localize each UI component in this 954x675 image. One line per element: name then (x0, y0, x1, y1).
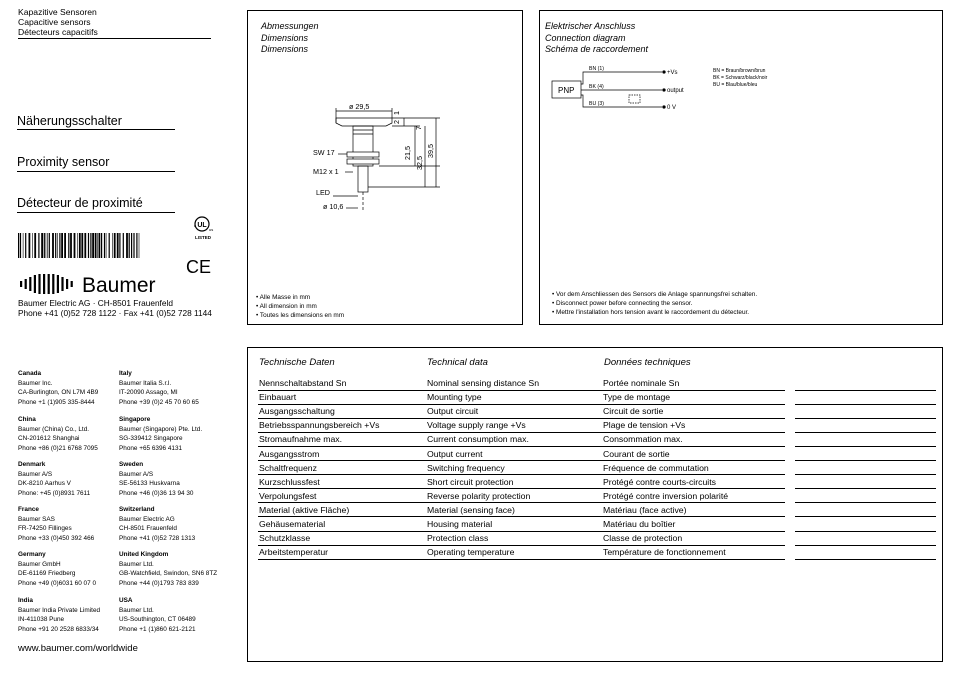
logo-wordmark: Baumer (82, 274, 156, 295)
value-field-line (795, 404, 936, 405)
value-field-line (795, 418, 936, 419)
dim-diameter-top: ø 29,5 (349, 102, 370, 111)
category-fr: Détecteurs capacitifs (18, 27, 98, 37)
product-divider (17, 171, 175, 172)
table-cell: Operating temperature (427, 547, 515, 558)
value-field-line (795, 531, 936, 532)
ul-listed-mark (191, 212, 221, 242)
dimension-drawing (300, 100, 450, 218)
dim-7: 7 (414, 126, 423, 130)
table-cell: Température de fonctionnement (603, 547, 726, 558)
baumer-logo (18, 273, 208, 295)
table-cell: Einbauart (259, 392, 297, 403)
connection-notes: • Vor dem Anschliessen des Sensors die Anlage spannungsfrei schalten. • Disconnect power before connecting the sensor. • Mettre l'installation hors tension avant le raccordement du détecteur. (552, 291, 758, 316)
table-cell: Short circuit protection (427, 476, 514, 487)
table-cell: Ausgangsstrom (259, 448, 320, 459)
office-entry: United Kingdom Baumer Ltd. GB-Watchfield, Swindon, SN6 8TZ Phone +44 (0)1793 783 839 (119, 551, 218, 587)
dimensions-notes: • Alle Masse in mm • All dimension in mm • Toutes les dimensions en mm (256, 294, 345, 319)
table-cell: Gehäusematerial (259, 519, 326, 529)
website-link[interactable]: www.baumer.com/worldwide (18, 643, 138, 654)
value-field-line (795, 390, 936, 391)
table-cell: Voltage supply range +Vs (427, 420, 526, 431)
table-row-divider (258, 474, 785, 475)
category-de: Kapazitive Sensoren (18, 7, 97, 17)
svg-text:UL: UL (197, 222, 207, 229)
value-field-line (795, 559, 936, 560)
table-row-divider (258, 531, 785, 532)
table-row-divider (258, 559, 785, 560)
pnp-label: PNP (558, 86, 575, 95)
product-name-en: Proximity sensor (17, 155, 110, 169)
svg-text:us: us (209, 227, 214, 232)
connection-title: Elektrischer Anschluss Connection diagram Schéma de raccordement (545, 21, 649, 54)
table-cell: Type de montage (603, 392, 671, 403)
value-field-line (795, 460, 936, 461)
table-cell: Mounting type (427, 392, 482, 403)
table-cell: Verpolungsfest (259, 490, 317, 501)
table-row-divider (258, 502, 785, 503)
ce-mark-text: CE (186, 257, 212, 276)
table-cell: Reverse polarity protection (427, 490, 531, 501)
connection-panel (539, 10, 943, 325)
table-cell: Protégé contre inversion polarité (603, 490, 729, 501)
table-cell: Courant de sortie (603, 448, 670, 459)
table-cell: Plage de tension +Vs (603, 420, 686, 431)
table-cell: Output current (427, 448, 483, 459)
office-entry: Germany Baumer GmbH DE-61169 Friedberg Phone +49 (0)6031 60 07 0 (18, 551, 96, 587)
table-cell: Consommation max. (603, 434, 683, 445)
dim-wrench-size: SW 17 (313, 148, 335, 157)
table-cell: Switching frequency (427, 462, 505, 473)
table-row-divider (258, 545, 785, 546)
table-cell: Portée nominale Sn (603, 378, 680, 388)
table-cell: Fréquence de commutation (603, 462, 709, 473)
product-divider (17, 129, 175, 130)
office-entry: USA Baumer Ltd. US-Southington, CT 06489 Phone +1 (1)860 621-2121 (119, 597, 196, 633)
table-cell: Nennschaltabstand Sn (259, 378, 347, 388)
value-field-line (795, 516, 936, 517)
table-cell: Kurzschlussfest (259, 476, 320, 487)
product-divider (17, 212, 175, 213)
table-cell: Matériau du boîtier (603, 519, 676, 529)
table-cell: Classe de protection (603, 533, 683, 544)
value-field-line (795, 545, 936, 546)
office-entry: France Baumer SAS FR-74250 Fillinges Phone +33 (0)450 392 466 (18, 506, 95, 542)
office-entry: Denmark Baumer A/S DK-8210 Aarhus V Phone: +45 (0)8931 7611 (18, 461, 91, 497)
technical-data-panel (247, 347, 943, 662)
office-entry: Canada Baumer Inc. CA-Burlington, ON L7M 4B9 Phone +1 (1)905 335-8444 (18, 370, 99, 406)
dimensions-title: Abmessungen Dimensions Dimensions (261, 21, 319, 54)
office-entry: China Baumer (China) Co., Ltd. CN-201612 Shanghai Phone +86 (0)21 6768 7095 (18, 416, 98, 452)
barcode-image (18, 233, 141, 258)
terminal-0v: 0 V (667, 105, 677, 111)
company-address: Baumer Electric AG · CH-8501 Frauenfeld (18, 298, 173, 308)
office-entry: Switzerland Baumer Electric AG CH-8501 Frauenfeld Phone +41 (0)52 728 1313 (119, 506, 196, 542)
office-entry: India Baumer India Private Limited IN-411038 Pune Phone +91 20 2528 6833/34 (18, 597, 101, 633)
connection-diagram (550, 62, 710, 112)
table-cell: Circuit de sortie (603, 406, 664, 417)
dim-21-5: 21,5 (403, 146, 412, 160)
dim-32-5: 32,5 (415, 156, 424, 170)
value-field-line (795, 474, 936, 475)
tech-header-fr: Données techniques (604, 357, 691, 368)
table-cell: Schaltfrequenz (259, 462, 317, 473)
category-en: Capacitive sensors (18, 17, 91, 27)
office-entry: Singapore Baumer (Singapore) Pte. Ltd. SG-339412 Singapore Phone +65 6396 4131 (119, 416, 203, 452)
wire-bu-label: BU (3) (589, 101, 604, 107)
table-cell: Output circuit (427, 406, 479, 417)
table-cell: Arbeitstemperatur (259, 547, 329, 558)
value-field-line (795, 446, 936, 447)
dim-2: 2 (392, 120, 401, 124)
wire-bk-label: BK (4) (589, 84, 604, 90)
terminal-output: output (667, 88, 684, 94)
tech-header-en: Technical data (427, 357, 488, 368)
table-row-divider (258, 516, 785, 517)
table-row-divider (258, 488, 785, 489)
table-cell: Housing material (427, 519, 493, 529)
table-cell: Stromaufnahme max. (259, 434, 343, 445)
table-cell: Current consumption max. (427, 434, 529, 445)
table-cell: Protection class (427, 533, 489, 544)
table-row-divider (258, 460, 785, 461)
table-cell: Nominal sensing distance Sn (427, 378, 540, 388)
header-divider (18, 38, 211, 39)
wire-color-legend: BN = Braun/brown/brun BK = Schwarz/black/noir BU = Blau/blue/bleu (713, 68, 768, 88)
table-cell: Schutzklasse (259, 533, 311, 544)
svg-text:c: c (194, 223, 196, 228)
terminal-vs: +Vs (667, 70, 678, 76)
value-field-line (795, 432, 936, 433)
company-contact (18, 298, 228, 318)
table-cell: Ausgangsschaltung (259, 406, 335, 417)
table-row-divider (258, 446, 785, 447)
dim-39-5: 39,5 (426, 144, 435, 158)
value-field-line (795, 502, 936, 503)
table-cell: Protégé contre courts-circuits (603, 476, 716, 487)
table-cell: Material (aktive Fläche) (259, 504, 350, 515)
table-row-divider (258, 432, 785, 433)
office-entry: Sweden Baumer A/S SE-56133 Huskvarna Phone +46 (0)36 13 94 30 (119, 461, 194, 497)
company-phone-fax: Phone +41 (0)52 728 1122 · Fax +41 (0)52 728 1144 (18, 308, 212, 318)
table-cell: Matériau (face active) (603, 504, 687, 515)
tech-header-de: Technische Daten (259, 357, 335, 368)
ul-listed-text: LISTED (194, 235, 212, 240)
table-cell: Material (sensing face) (427, 504, 515, 515)
wire-bn-label: BN (1) (589, 66, 604, 72)
document-category (18, 7, 218, 37)
table-cell: Betriebsspannungsbereich +Vs (259, 420, 380, 431)
table-row-divider (258, 418, 785, 419)
product-name-de: Näherungsschalter (17, 114, 122, 128)
dim-diameter-bottom: ø 10,6 (323, 202, 344, 211)
dim-1: 1 (392, 111, 401, 115)
dim-led: LED (316, 188, 330, 197)
value-field-line (795, 488, 936, 489)
table-row-divider (258, 390, 785, 391)
office-entry: Italy Baumer Italia S.r.l. IT-20090 Assago, MI Phone +39 (0)2 45 70 60 65 (119, 370, 199, 406)
dim-thread: M12 x 1 (313, 167, 339, 176)
table-row-divider (258, 404, 785, 405)
product-name-fr: Détecteur de proximité (17, 196, 143, 210)
